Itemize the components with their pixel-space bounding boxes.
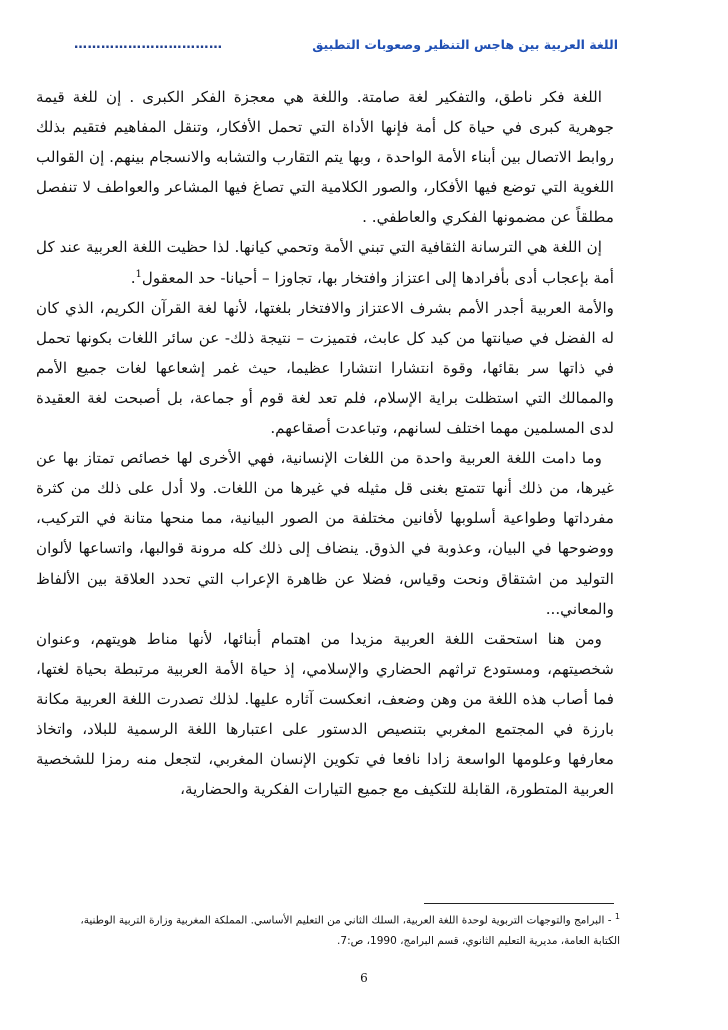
- footnote: [74, 907, 620, 951]
- footnote-divider: [424, 903, 614, 904]
- paragraph-2: إن اللغة هي الترسانة الثقافية التي تبني الأمة وتحمي كيانها. لذا حظيت اللغة العربية عند كل أمة بإعجاب أدى بأفرادها إلى اعتزاز وافتخار بها، تجاوزا – أحيانا- حد المعقول$^1$.: [36, 238, 614, 287]
- footnote-text: - البرامج والتوجهات التربوية لوحدة اللغة العربية، السلك الثاني من التعليم الأساسي. المملكة المغربية وزارة التربية الوطنية، الكتابة العامة، مديرية التعليم الثانوي، قسم البرامج، 1990، ص:7.: [80, 914, 620, 947]
- footnote-reference[interactable]: 1: [135, 268, 142, 280]
- body-text: [36, 82, 614, 804]
- paragraph-4: وما دامت اللغة العربية واحدة من اللغات الإنسانية، فهي الأخرى لها خصائص تمتاز بها عن غيرها، من ذلك أنها تتمتع بغنى قل مثيله في غيرها من اللغات. ولا أدل على ذلك من كثرة مفرداتها وطواعية أسلوبها لأفانين مختلفة من الصور البيانية، مما منحها متانة في التركيب، ووضوحها في البيان، وعذوبة في الذوق. ينضاف إلى ذلك كله مرونة قوالبها، واتساعها لألوان التوليد من اشتقاق ونحت وقياس، فضلا عن ظاهرة الإعراب التي تحدد العلاقة بين الألفاظ والمعاني...: [36, 449, 614, 618]
- header-dot-leader: ……………………………: [74, 36, 223, 52]
- footnote-number: 1: [614, 912, 620, 921]
- header-title: اللغة العربية بين هاجس التنظير وصعوبات التطبيق: [312, 36, 618, 52]
- paragraph-1: اللغة فكر ناطق، والتفكير لغة صامتة. واللغة هي معجزة الفكر الكبرى . إن للغة قيمة جوهرية كبرى في حياة كل أمة فإنها الأداة التي تحمل الأفكار، وتنقل المفاهيم فتقيم بذلك روابط الاتصال بين أبناء الأمة الواحدة ، وبها يتم التقارب والتشابه والانسجام بينهم. إن القوالب اللغوية التي توضع فيها الأفكار، والصور الكلامية التي تصاغ فيها المشاعر والعواطف لا تنفصل مطلقاً عن مضمونها الفكري والعاطفي. .: [36, 88, 614, 227]
- page-number: 6: [360, 971, 368, 985]
- running-header: [74, 33, 618, 55]
- paragraph-5: ومن هنا استحقت اللغة العربية مزيدا من اهتمام أبنائها، لأنها مناط هويتهم، وعنوان شخصيتهم، ومستودع تراثهم الحضاري والإسلامي، إذ حياة الأمة العربية مرتبطة بحياة لغتها، فما أصاب هذه اللغة من وهن وضعف، انعكست آثاره عليها. لذلك تصدرت اللغة العربية مكانة بارزة في المجتمع المغربي بتنصيص الدستور على اعتبارها اللغة الرسمية للبلاد، واتخاذ معارفها وعلومها الواسعة زادا نافعا في تكوين الإنسان المغربي، لتجعل منه رمزا للشخصية العربية المتطورة، القابلة للتكيف مع جميع التيارات الفكرية والحضارية،: [36, 629, 614, 799]
- paragraph-3: والأمة العربية أجدر الأمم بشرف الاعتزاز والافتخار بلغتها، لأنها لغة القرآن الكريم، الذي كان له الفضل في صيانتها من كيد كل عابث، فتميزت – نتيجة ذلك- عن سائر اللغات بكونها تحمل في ذاتها سر بقائها، وقوة انتشارا انتشارا عظيما، حيث غمر إشعاعها لغات جميع الأمم والممالك التي استظلت براية الإسلام، فلم تعد لغة قوم أو جماعة، بل أصبحت لغة العقيدة لدى المسلمين مهما اختلف لسانهم، وتباعدت أصقاعهم.: [36, 298, 614, 438]
